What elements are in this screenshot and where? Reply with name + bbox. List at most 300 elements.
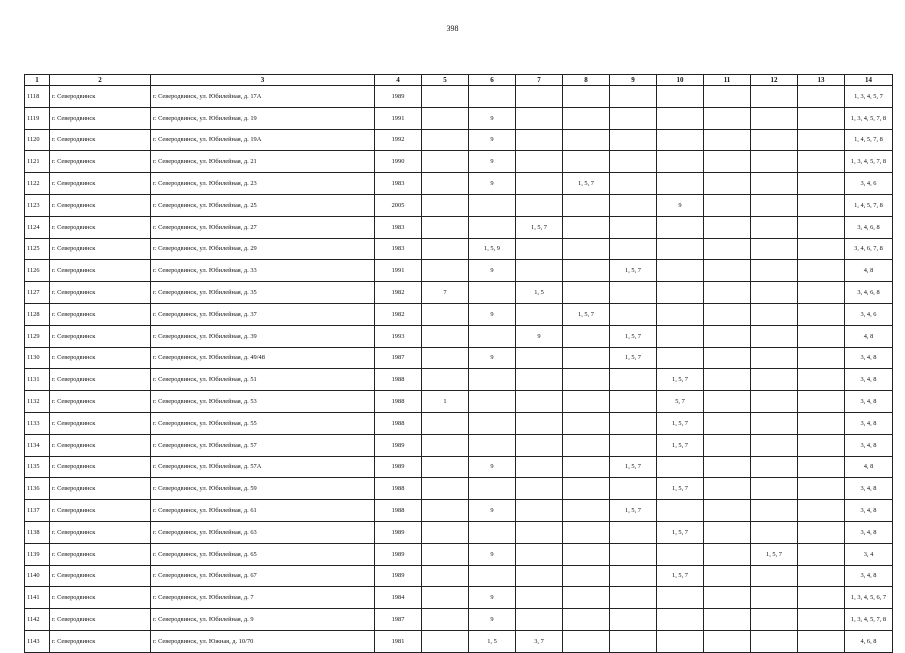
table-cell: 1, 5, 7	[657, 434, 704, 456]
table-cell	[469, 521, 516, 543]
table-cell	[657, 282, 704, 304]
table-cell: г. Северодвинск	[50, 587, 151, 609]
table-cell	[469, 325, 516, 347]
table-cell: г. Северодвинск	[50, 194, 151, 216]
table-cell: г. Северодвинск, ул. Юбилейная, д. 49/48	[151, 347, 375, 369]
table-cell	[610, 369, 657, 391]
table-cell	[422, 478, 469, 500]
table-cell	[704, 129, 751, 151]
table-cell: г. Северодвинск, ул. Юбилейная, д. 19	[151, 107, 375, 129]
table-cell: 3, 4, 6, 7, 8	[845, 238, 893, 260]
table-cell: г. Северодвинск, ул. Южная, д. 10/70	[151, 630, 375, 652]
table-cell	[563, 216, 610, 238]
table-cell: 1128	[25, 303, 50, 325]
table-row	[25, 282, 893, 304]
table-cell: 1989	[375, 456, 422, 478]
table-cell: 1, 5, 7	[563, 303, 610, 325]
table-cell: 1, 5, 7	[657, 565, 704, 587]
table-cell	[610, 238, 657, 260]
table-cell: г. Северодвинск, ул. Юбилейная, д. 19А	[151, 129, 375, 151]
table-cell	[704, 216, 751, 238]
table-cell	[563, 369, 610, 391]
table-cell: г. Северодвинск, ул. Юбилейная, д. 59	[151, 478, 375, 500]
table-cell: 1990	[375, 151, 422, 173]
table-row	[25, 412, 893, 434]
table-cell: 1, 5, 7	[610, 325, 657, 347]
table-cell	[798, 303, 845, 325]
table-cell	[798, 347, 845, 369]
table-cell: 1991	[375, 260, 422, 282]
table-cell: 1132	[25, 391, 50, 413]
table-cell: 3, 4, 8	[845, 434, 893, 456]
table-cell: 3, 4	[845, 543, 893, 565]
table-cell	[516, 86, 563, 108]
table-cell	[751, 86, 798, 108]
table-cell	[657, 151, 704, 173]
table-cell: 1989	[375, 86, 422, 108]
table-cell: г. Северодвинск	[50, 412, 151, 434]
table-cell: г. Северодвинск	[50, 391, 151, 413]
column-header-13: 13	[798, 75, 845, 86]
table-cell: г. Северодвинск	[50, 303, 151, 325]
table-cell: 1992	[375, 129, 422, 151]
table-row	[25, 238, 893, 260]
table-cell: г. Северодвинск, ул. Юбилейная, д. 17А	[151, 86, 375, 108]
table-cell	[610, 194, 657, 216]
table-cell	[657, 238, 704, 260]
table-cell: 3, 4, 8	[845, 565, 893, 587]
table-cell: 1140	[25, 565, 50, 587]
table-cell: 1982	[375, 282, 422, 304]
table-cell	[657, 500, 704, 522]
table-cell	[657, 609, 704, 631]
table-row	[25, 434, 893, 456]
table-cell: г. Северодвинск	[50, 565, 151, 587]
table-cell: г. Северодвинск	[50, 282, 151, 304]
table-cell: 1120	[25, 129, 50, 151]
table-cell	[798, 609, 845, 631]
table-cell	[798, 543, 845, 565]
table-cell	[422, 434, 469, 456]
table-cell	[610, 391, 657, 413]
table-cell: г. Северодвинск, ул. Юбилейная, д. 21	[151, 151, 375, 173]
table-cell	[422, 630, 469, 652]
table-cell: 9	[469, 587, 516, 609]
table-cell	[751, 609, 798, 631]
table-cell	[798, 129, 845, 151]
table-cell: 1, 4, 5, 7, 8	[845, 129, 893, 151]
table-cell: 1987	[375, 347, 422, 369]
table-cell: 1124	[25, 216, 50, 238]
table-cell	[798, 107, 845, 129]
table-cell	[704, 543, 751, 565]
table-cell: 3, 4, 8	[845, 500, 893, 522]
column-header-6: 6	[469, 75, 516, 86]
table-cell	[516, 500, 563, 522]
table-cell	[704, 587, 751, 609]
table-cell	[563, 456, 610, 478]
table-cell	[751, 173, 798, 195]
table-cell	[563, 194, 610, 216]
table-cell	[516, 238, 563, 260]
table-cell: г. Северодвинск	[50, 609, 151, 631]
table-cell: 1983	[375, 173, 422, 195]
table-cell: 9	[469, 500, 516, 522]
table-cell: 1, 5, 7	[610, 260, 657, 282]
table-cell	[751, 587, 798, 609]
table-cell: 1988	[375, 391, 422, 413]
table-cell: 9	[469, 347, 516, 369]
table-cell: 9	[657, 194, 704, 216]
table-cell	[422, 325, 469, 347]
table-cell	[610, 129, 657, 151]
table-cell	[704, 391, 751, 413]
table-cell	[563, 107, 610, 129]
table-cell: г. Северодвинск, ул. Юбилейная, д. 67	[151, 565, 375, 587]
table-cell	[469, 282, 516, 304]
table-cell	[751, 500, 798, 522]
table-cell	[422, 456, 469, 478]
table-cell: 2005	[375, 194, 422, 216]
table-cell: 1, 5, 7	[563, 173, 610, 195]
table-cell: г. Северодвинск, ул. Юбилейная, д. 7	[151, 587, 375, 609]
table-cell	[422, 565, 469, 587]
table-cell: 4, 8	[845, 260, 893, 282]
table-cell	[704, 303, 751, 325]
table-cell	[751, 107, 798, 129]
table-cell: 1988	[375, 478, 422, 500]
column-header-3: 3	[151, 75, 375, 86]
table-cell: 3, 4, 8	[845, 478, 893, 500]
table-cell: г. Северодвинск, ул. Юбилейная, д. 61	[151, 500, 375, 522]
table-cell: 1989	[375, 565, 422, 587]
table-cell	[422, 107, 469, 129]
table-cell	[563, 543, 610, 565]
table-row	[25, 151, 893, 173]
table-cell: г. Северодвинск	[50, 238, 151, 260]
table-cell	[798, 412, 845, 434]
table-row	[25, 194, 893, 216]
table-cell	[563, 238, 610, 260]
column-header-2: 2	[50, 75, 151, 86]
table-cell: г. Северодвинск	[50, 260, 151, 282]
table-cell	[798, 282, 845, 304]
table-cell	[798, 194, 845, 216]
table-cell: 1137	[25, 500, 50, 522]
column-header-12: 12	[751, 75, 798, 86]
table-cell: г. Северодвинск	[50, 478, 151, 500]
table-cell	[469, 194, 516, 216]
table-cell: г. Северодвинск, ул. Юбилейная, д. 33	[151, 260, 375, 282]
table-cell	[422, 369, 469, 391]
table-cell	[610, 565, 657, 587]
table-cell: 1139	[25, 543, 50, 565]
table-cell: 1, 3, 4, 5, 7, 8	[845, 151, 893, 173]
table-cell	[563, 325, 610, 347]
table-cell	[516, 303, 563, 325]
table-cell	[516, 107, 563, 129]
table-cell	[610, 630, 657, 652]
table-cell: 9	[469, 129, 516, 151]
table-cell: г. Северодвинск	[50, 86, 151, 108]
table-cell: 1, 5, 7	[657, 412, 704, 434]
table-cell	[422, 238, 469, 260]
buildings-table	[24, 74, 893, 653]
table-cell	[657, 587, 704, 609]
table-row	[25, 456, 893, 478]
table-cell	[563, 260, 610, 282]
table-cell	[704, 478, 751, 500]
table-cell: 1143	[25, 630, 50, 652]
column-header-8: 8	[563, 75, 610, 86]
table-cell: 1, 5, 7	[657, 369, 704, 391]
table-cell	[798, 630, 845, 652]
table-cell	[422, 303, 469, 325]
table-cell	[563, 478, 610, 500]
table-cell	[751, 391, 798, 413]
table-row	[25, 173, 893, 195]
column-header-14: 14	[845, 75, 893, 86]
table-cell: г. Северодвинск	[50, 521, 151, 543]
table-cell	[657, 325, 704, 347]
table-cell: 1988	[375, 412, 422, 434]
table-cell	[610, 107, 657, 129]
table-cell: 1118	[25, 86, 50, 108]
table-row	[25, 303, 893, 325]
table-cell: 1, 3, 4, 5, 7	[845, 86, 893, 108]
table-cell	[516, 587, 563, 609]
table-cell: 1130	[25, 347, 50, 369]
table-cell	[704, 565, 751, 587]
table-cell: 1131	[25, 369, 50, 391]
table-cell	[516, 412, 563, 434]
table-cell	[657, 86, 704, 108]
table-cell: 1134	[25, 434, 50, 456]
table-cell: 9	[469, 609, 516, 631]
table-cell	[469, 369, 516, 391]
table-cell: г. Северодвинск, ул. Юбилейная, д. 37	[151, 303, 375, 325]
table-cell: 1983	[375, 216, 422, 238]
table-cell: г. Северодвинск, ул. Юбилейная, д. 23	[151, 173, 375, 195]
table-cell	[563, 391, 610, 413]
table-row	[25, 129, 893, 151]
table-cell	[516, 521, 563, 543]
table-cell	[563, 565, 610, 587]
table-cell: 9	[469, 107, 516, 129]
table-cell: г. Северодвинск	[50, 107, 151, 129]
table-cell	[798, 521, 845, 543]
table-cell: 1987	[375, 609, 422, 631]
table-cell	[469, 478, 516, 500]
table-cell	[798, 478, 845, 500]
table-cell	[563, 630, 610, 652]
table-cell: 1142	[25, 609, 50, 631]
table-cell: 1981	[375, 630, 422, 652]
table-cell: 1, 5, 7	[751, 543, 798, 565]
table-cell: г. Северодвинск	[50, 325, 151, 347]
table-cell: г. Северодвинск	[50, 543, 151, 565]
table-cell: г. Северодвинск, ул. Юбилейная, д. 65	[151, 543, 375, 565]
table-cell: г. Северодвинск, ул. Юбилейная, д. 9	[151, 609, 375, 631]
table-cell: 1, 5, 9	[469, 238, 516, 260]
table-cell	[422, 543, 469, 565]
table-cell	[422, 129, 469, 151]
table-cell	[704, 260, 751, 282]
table-row	[25, 543, 893, 565]
table-row	[25, 260, 893, 282]
table-cell: 7	[422, 282, 469, 304]
table-cell	[751, 478, 798, 500]
table-cell: г. Северодвинск, ул. Юбилейная, д. 25	[151, 194, 375, 216]
table-cell: 1135	[25, 456, 50, 478]
table-cell: 9	[469, 260, 516, 282]
table-cell	[422, 260, 469, 282]
table-cell	[422, 587, 469, 609]
table-cell	[516, 434, 563, 456]
table-cell: 1, 3, 4, 5, 6, 7	[845, 587, 893, 609]
table-cell: 3, 4, 8	[845, 412, 893, 434]
table-cell: 9	[469, 173, 516, 195]
table-cell	[798, 173, 845, 195]
table-cell	[610, 587, 657, 609]
table-cell	[704, 609, 751, 631]
table-cell	[422, 151, 469, 173]
table-cell	[422, 194, 469, 216]
table-cell: 9	[516, 325, 563, 347]
table-cell: 1126	[25, 260, 50, 282]
table-cell	[751, 369, 798, 391]
table-cell: г. Северодвинск, ул. Юбилейная, д. 27	[151, 216, 375, 238]
table-cell	[704, 630, 751, 652]
table-cell: 1991	[375, 107, 422, 129]
table-cell	[704, 325, 751, 347]
table-cell	[798, 391, 845, 413]
table-cell	[563, 412, 610, 434]
table-row	[25, 478, 893, 500]
table-cell	[516, 151, 563, 173]
table-cell	[657, 129, 704, 151]
table-cell: 1122	[25, 173, 50, 195]
table-cell: г. Северодвинск	[50, 151, 151, 173]
table-cell	[610, 521, 657, 543]
table-cell: 1133	[25, 412, 50, 434]
table-cell	[751, 282, 798, 304]
table-cell	[610, 86, 657, 108]
table-cell	[657, 260, 704, 282]
table-cell	[751, 325, 798, 347]
column-header-4: 4	[375, 75, 422, 86]
table-cell: 1, 5, 7	[610, 456, 657, 478]
table-row	[25, 325, 893, 347]
table-cell: 1989	[375, 543, 422, 565]
table-cell: 1123	[25, 194, 50, 216]
column-header-1: 1	[25, 75, 50, 86]
table-cell: г. Северодвинск	[50, 369, 151, 391]
table-cell	[516, 609, 563, 631]
table-cell: 1, 3, 4, 5, 7, 8	[845, 107, 893, 129]
table-cell	[563, 151, 610, 173]
table-cell	[751, 412, 798, 434]
table-cell	[516, 456, 563, 478]
table-cell: г. Северодвинск	[50, 500, 151, 522]
table-cell	[798, 369, 845, 391]
table-cell	[610, 434, 657, 456]
table-cell	[563, 434, 610, 456]
table-row	[25, 587, 893, 609]
table-cell	[516, 565, 563, 587]
table-cell: г. Северодвинск, ул. Юбилейная, д. 63	[151, 521, 375, 543]
table-cell: 5, 7	[657, 391, 704, 413]
table-cell	[704, 107, 751, 129]
table-cell	[422, 86, 469, 108]
table-cell: г. Северодвинск	[50, 216, 151, 238]
table-row	[25, 107, 893, 129]
table-cell: 3, 4, 8	[845, 391, 893, 413]
table-cell	[610, 173, 657, 195]
table-cell: г. Северодвинск, ул. Юбилейная, д. 55	[151, 412, 375, 434]
table-cell	[751, 521, 798, 543]
table-cell	[422, 521, 469, 543]
table-row	[25, 369, 893, 391]
table-cell	[516, 478, 563, 500]
table-cell	[751, 456, 798, 478]
table-cell: г. Северодвинск	[50, 456, 151, 478]
table-cell: 1127	[25, 282, 50, 304]
table-cell: 3, 4, 6, 8	[845, 282, 893, 304]
table-cell: 1982	[375, 303, 422, 325]
table-row	[25, 565, 893, 587]
header-row	[25, 75, 893, 86]
table-cell	[516, 347, 563, 369]
table-cell	[704, 412, 751, 434]
table-cell	[469, 434, 516, 456]
table-cell: г. Северодвинск	[50, 630, 151, 652]
table-cell	[469, 412, 516, 434]
page-number: 398	[446, 24, 459, 33]
table-cell: 9	[469, 456, 516, 478]
table-cell: 9	[469, 303, 516, 325]
table-row	[25, 86, 893, 108]
table-cell	[657, 347, 704, 369]
table-cell: 1, 5, 7	[516, 216, 563, 238]
table-cell	[563, 609, 610, 631]
table-cell: г. Северодвинск, ул. Юбилейная, д. 53	[151, 391, 375, 413]
table-cell	[610, 412, 657, 434]
table-row	[25, 216, 893, 238]
table-cell: 1119	[25, 107, 50, 129]
table-cell	[751, 347, 798, 369]
table-cell: г. Северодвинск, ул. Юбилейная, д. 29	[151, 238, 375, 260]
table-cell: 1129	[25, 325, 50, 347]
table-cell	[469, 565, 516, 587]
table-cell: 3, 4, 8	[845, 347, 893, 369]
table-cell: г. Северодвинск, ул. Юбилейная, д. 35	[151, 282, 375, 304]
table-row	[25, 347, 893, 369]
table-cell: г. Северодвинск, ул. Юбилейная, д. 57А	[151, 456, 375, 478]
table-cell: 1	[422, 391, 469, 413]
table-cell	[516, 369, 563, 391]
table-cell	[704, 86, 751, 108]
column-header-7: 7	[516, 75, 563, 86]
table-cell: 3, 4, 6	[845, 173, 893, 195]
table-cell	[751, 630, 798, 652]
table-cell: 4, 8	[845, 456, 893, 478]
table-cell	[704, 521, 751, 543]
table-cell: 3, 4, 8	[845, 369, 893, 391]
table-cell: г. Северодвинск	[50, 129, 151, 151]
table-row	[25, 391, 893, 413]
table-cell	[563, 86, 610, 108]
